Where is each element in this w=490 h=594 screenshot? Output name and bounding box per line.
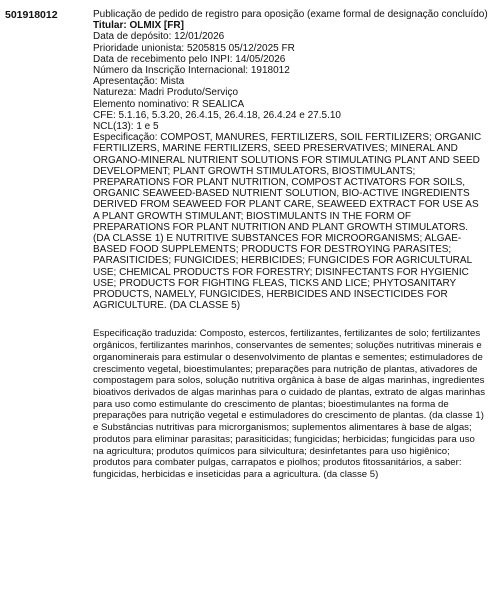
deposit-date: Data de depósito: 12/01/2026 [93, 31, 225, 43]
union-priority: Prioridade unionista: 5205815 05/12/2025 FR [93, 42, 295, 54]
cfe-codes: CFE: 5.1.16, 5.3.20, 26.4.15, 26.4.18, 26.4.24 e 27.5.10 [93, 109, 341, 121]
nature: Natureza: Madri Produto/Serviço [93, 87, 239, 99]
section-spacer [93, 311, 486, 328]
dispatch-description: Publicação de pedido de registro para oposição (exame formal de designação concluído) [93, 9, 488, 20]
specification: Especificação: COMPOST, MANURES, FERTILIZERS, SOIL FERTILIZERS; ORGANIC FERTILIZERS, MARINE FERTILIZERS, SEED PRESERVATIVES; MINERAL AND ORGANO-MINERAL NUTRIENT SOLUTIONS FOR STIMULATING PLANT AND SEED DEVELOPMENT; PLANT GROWTH STIMULATORS, BIOSTIMULANTS; PREPARATIONS FOR PLANT NUTRITION, COMPOST ACTIVATORS FOR SOILS, ORGANIC SEAWEED-BASED NUTRIENT SOLUTION, BIO-ACTIVE INGREDIENTS DERIVED FROM SEAWEED FOR PLANT CARE, SEAWEED EXTRACT FOR USE AS A PLANT GROWTH STIMULANT; BIOSTIMULANTS IN THE FORM OF PREPARATIONS FOR PLANT NUTRITION AND PLANT GROWTH STIMULATORS. (DA CLASSE 1) E NUTRITIVE SUBSTANCES FOR MICROORGANISMS; ALGAE-BASED FOOD SUPPLEMENTS; PRODUCTS FOR DESTROYING PARASITES; PARASITICIDES; FUNGICIDES; HERBICIDES; FUNGICIDES FOR AGRICULTURAL USE; CHEMICAL PRODUCTS FOR FORESTRY; DISINFECTANTS FOR HYGIENIC USE; PRODUCTS FOR FIGHTING FLEAS, TICKS AND LICE; PHYTOSANITARY PRODUCTS, NAMELY, FUNGICIDES, HERBICIDES AND INSECTICIDES FOR AGRICULTURE. (DA CLASSE 5) [93, 132, 482, 312]
presentation: Apresentação: Mista [93, 76, 185, 88]
ncl-classes: NCL(13): 1 e 5 [93, 121, 159, 133]
record-details [93, 9, 486, 481]
process-number: 501918012 [5, 9, 58, 21]
receipt-date: Data de recebimento pelo INPI: 14/05/2026 [93, 53, 286, 65]
nominative-element: Elemento nominativo: R SEALICA [93, 98, 245, 110]
international-registration-number: Número da Inscrição Internacional: 1918012 [93, 65, 290, 77]
holder-title: Titular: OLMIX [FR] [93, 20, 184, 32]
translated-specification: Especificação traduzida: Composto, estercos, fertilizantes, fertilizantes de solo; fertilizantes orgânicos, fertilizantes marinhos, conservantes de sementes; soluções nutritivas minerais e organominerais para estimular o desenvolvimento de plantas e sementes; estimuladores de crescimento vegetal, bioestimulantes; preparações para nutrição de plantas, ativadores de compostagem para solos, solução nutritiva orgânica à base de algas marinhas, ingredientes bioativos derivados de algas marinhas para o cuidado de plantas, extrato de algas marinhas para uso como estimulante do crescimento de plantas; bioestimulantes na forma de preparações para nutrição vegetal e estimuladores do crescimento de plantas. (da classe 1) e Substâncias nutritivas para microrganismos; suplementos alimentares à base de algas; produtos para eliminar parasitas; parasiticidas; fungicidas; herbicidas; fungicidas para uso na agricultura; produtos químicos para silvicultura; desinfetantes para uso higiênico; produtos para combater pulgas, carrapatos e piolhos; produtos fitossanitários, a saber: fungicidas, herbicidas e inseticidas para a agricultura. (da classe 5) [93, 328, 485, 480]
